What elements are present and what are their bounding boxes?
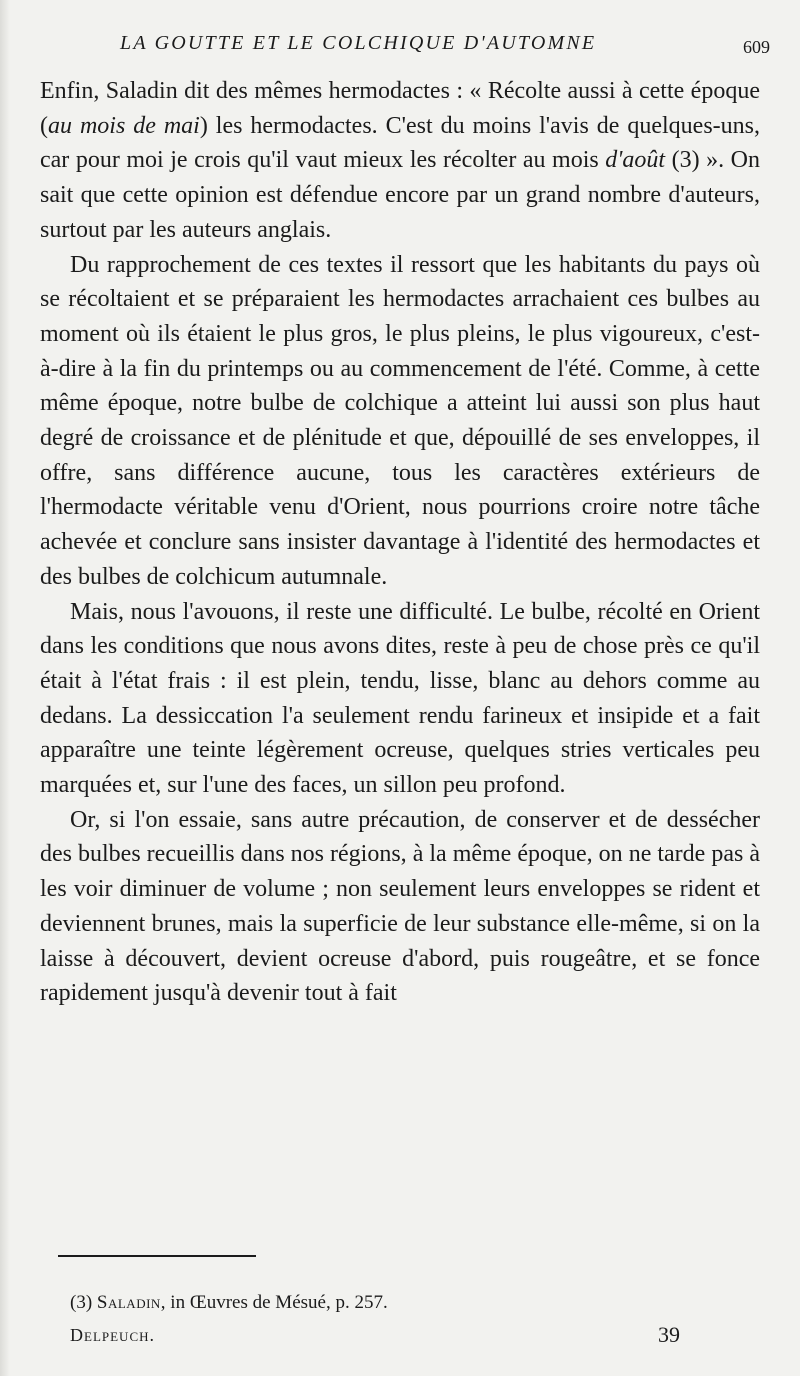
footnote-marker: (3) — [70, 1292, 93, 1313]
body-text — [40, 74, 760, 1011]
page-edge-shadow — [0, 0, 10, 1376]
footnote-author: Saladin — [96, 1292, 161, 1313]
paragraph-2 — [40, 248, 760, 595]
footnote-text: , in Œuvres de Mésué, p. 257. — [160, 1292, 388, 1313]
footnote-rule — [58, 1255, 256, 1257]
paragraph-italic-text: d'août — [605, 147, 666, 174]
paragraph-italic-text: au mois de mai — [48, 112, 200, 139]
page-number: 609 — [743, 37, 770, 57]
paragraph-1 — [40, 74, 760, 248]
paragraph-text: Or, si l'on essaie, sans autre précaution, de conserver et de dessécher des bulbes recueillis dans nos régions, à la même époque, on ne tarde pas à les voir diminuer de volume ; non seulement leurs enveloppes se rident et deviennent brunes, mais la superficie de leur substance elle-même, si on la laisse à découvert, devient ocreuse d'abord, puis rougeâtre, et se fonce rapidement jusqu'à devenir tout à fait — [40, 806, 760, 1007]
running-title: LA GOUTTE ET LE COLCHIQUE D'AUTOMNE — [120, 32, 597, 54]
paragraph-text: (3) ». On sait que cette opinion est défendue encore par un grand nombre d'auteurs, surtout par les auteurs anglais. — [40, 147, 760, 243]
paragraph-3 — [40, 595, 760, 803]
sheet-number: 39 — [658, 1322, 680, 1347]
printer-signature: Delpeuch. — [70, 1325, 155, 1345]
paragraph-text: Enfin, Saladin dit des mêmes hermodactes : « Récolte aussi à cette époque ( — [40, 78, 760, 139]
paragraph-4 — [40, 803, 760, 1011]
paragraph-text: ) les hermodactes. C'est du moins l'avis de quelques-uns, car pour moi je crois qu'il vaut mieux les récolter au mois — [40, 112, 760, 174]
running-header — [120, 32, 770, 62]
paragraph-text: Du rapprochement de ces textes il ressort que les habitants du pays où se récoltaient et se préparaient les hermodactes arrachaient ces bulbes au moment où ils étaient le plus gros, le plus pleins, le plus vigoureux, c'est-à-dire à la fin du printemps ou au commencement de l'été. Comme, à cette même époque, notre bulbe de colchique a atteint lui aussi son plus haut degré de croissance et de plénitude et que, dépouillé de ses enveloppes, il offre, sans différence aucune, tous les caractères extérieurs de l'hermodacte véritable venu d'Orient, nous pourrions croire notre tâche achevée et conclure sans insister davantage à l'identité des hermodactes et des bulbes de colchicum autumnale. — [40, 251, 760, 590]
footnote — [70, 1292, 388, 1314]
paragraph-text: Mais, nous l'avouons, il reste une difficulté. Le bulbe, récolté en Orient dans les conditions que nous avons dites, reste à peu de chose près ce qu'il était à l'état frais : il est plein, tendu, lisse, blanc au dehors comme au dedans. La dessiccation l'a seulement rendu farineux et insipide et a fait apparaître une teinte légèrement ocreuse, quelques stries verticales peu marquées et, sur l'une des faces, un sillon peu profond. — [40, 598, 760, 799]
